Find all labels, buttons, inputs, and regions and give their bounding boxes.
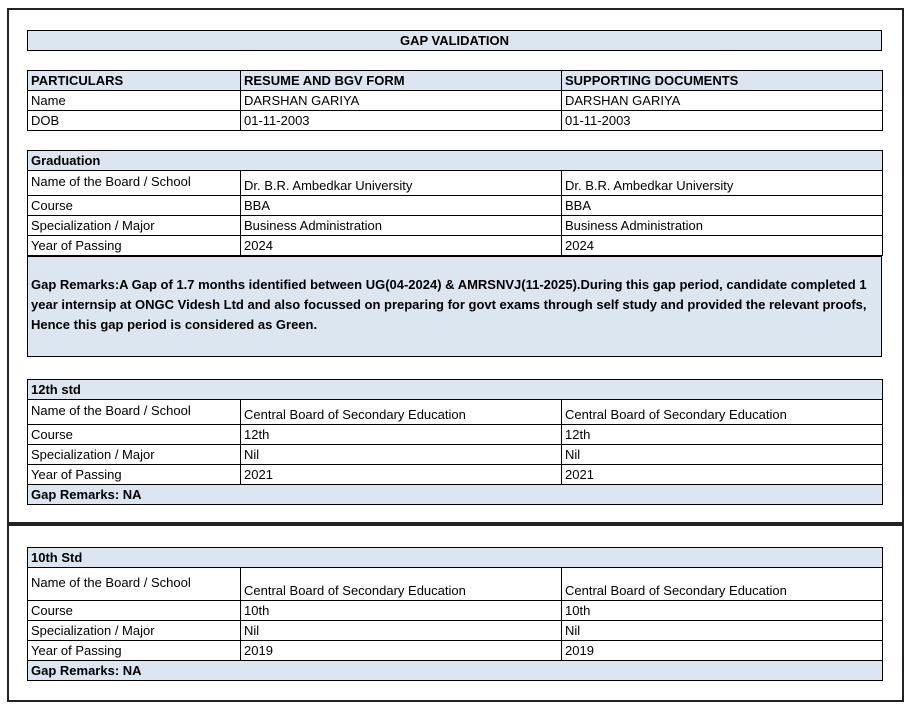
resume-value: Nil [241,621,562,641]
row-label: Specialization / Major [28,621,241,641]
gap-remarks: Gap Remarks:A Gap of 1.7 months identified between UG(04-2024) & AMRSNVJ(11-2025).During this gap period, candidate completed 1 year internsip at ONGC Videsh Ltd and also focussed on preparing for govt exams through self study and provided the relevant proofs, Hence this gap period is considered as Green. [27,256,882,357]
table-row [28,445,883,465]
document-value: 2024 [562,236,883,256]
row-label: Name of the Board / School [28,171,241,196]
document-value: BBA [562,196,883,216]
header-documents: SUPPORTING DOCUMENTS [562,71,883,91]
table-row [28,425,883,445]
row-label: Course [28,425,241,445]
header-resume: RESUME AND BGV FORM [241,71,562,91]
row-label: Name [28,91,241,111]
document-value: Business Administration [562,216,883,236]
resume-value: 10th [241,601,562,621]
document-value: DARSHAN GARIYA [562,91,883,111]
resume-value: 2019 [241,641,562,661]
table-row [28,400,883,425]
table-row [28,216,883,236]
resume-value: Central Board of Secondary Education [241,400,562,425]
table-row [28,641,883,661]
resume-value: 01-11-2003 [241,111,562,131]
row-label: Course [28,196,241,216]
twelfth-section [27,379,882,505]
row-label: Specialization / Major [28,216,241,236]
resume-value: Central Board of Secondary Education [241,568,562,601]
resume-value: 2024 [241,236,562,256]
header-particulars: PARTICULARS [28,71,241,91]
personal-table [27,70,882,131]
graduation-section [27,150,882,357]
resume-value: 12th [241,425,562,445]
table-row [28,236,883,256]
resume-value: Business Administration [241,216,562,236]
row-label: Course [28,601,241,621]
title-block [27,30,882,51]
table-row [28,621,883,641]
section-heading: 12th std [28,380,883,400]
document-value: 12th [562,425,883,445]
row-label: Year of Passing [28,465,241,485]
resume-value: Dr. B.R. Ambedkar University [241,171,562,196]
page-title: GAP VALIDATION [28,31,882,51]
document-value: Nil [562,445,883,465]
row-label: Specialization / Major [28,445,241,465]
document-value: Nil [562,621,883,641]
section-heading: 10th Std [28,548,883,568]
gap-remarks: Gap Remarks: NA [28,485,883,505]
table-row [28,601,883,621]
document-value: 10th [562,601,883,621]
resume-value: 2021 [241,465,562,485]
resume-value: DARSHAN GARIYA [241,91,562,111]
header-row [28,71,883,91]
table-row [28,196,883,216]
resume-value: BBA [241,196,562,216]
row-label: Name of the Board / School [28,568,241,601]
row-label: Year of Passing [28,236,241,256]
table-row [28,111,883,131]
section-heading: Graduation [28,151,883,171]
document-value: 01-11-2003 [562,111,883,131]
gap-remarks: Gap Remarks: NA [28,661,883,681]
row-label: Year of Passing [28,641,241,661]
document-value: 2021 [562,465,883,485]
table-row [28,568,883,601]
table-row [28,171,883,196]
tenth-section [27,547,882,681]
row-label: Name of the Board / School [28,400,241,425]
document-value: Central Board of Secondary Education [562,568,883,601]
table-row [28,465,883,485]
document-value: 2019 [562,641,883,661]
row-label: DOB [28,111,241,131]
document-value: Central Board of Secondary Education [562,400,883,425]
resume-value: Nil [241,445,562,465]
table-row [28,91,883,111]
document-value: Dr. B.R. Ambedkar University [562,171,883,196]
